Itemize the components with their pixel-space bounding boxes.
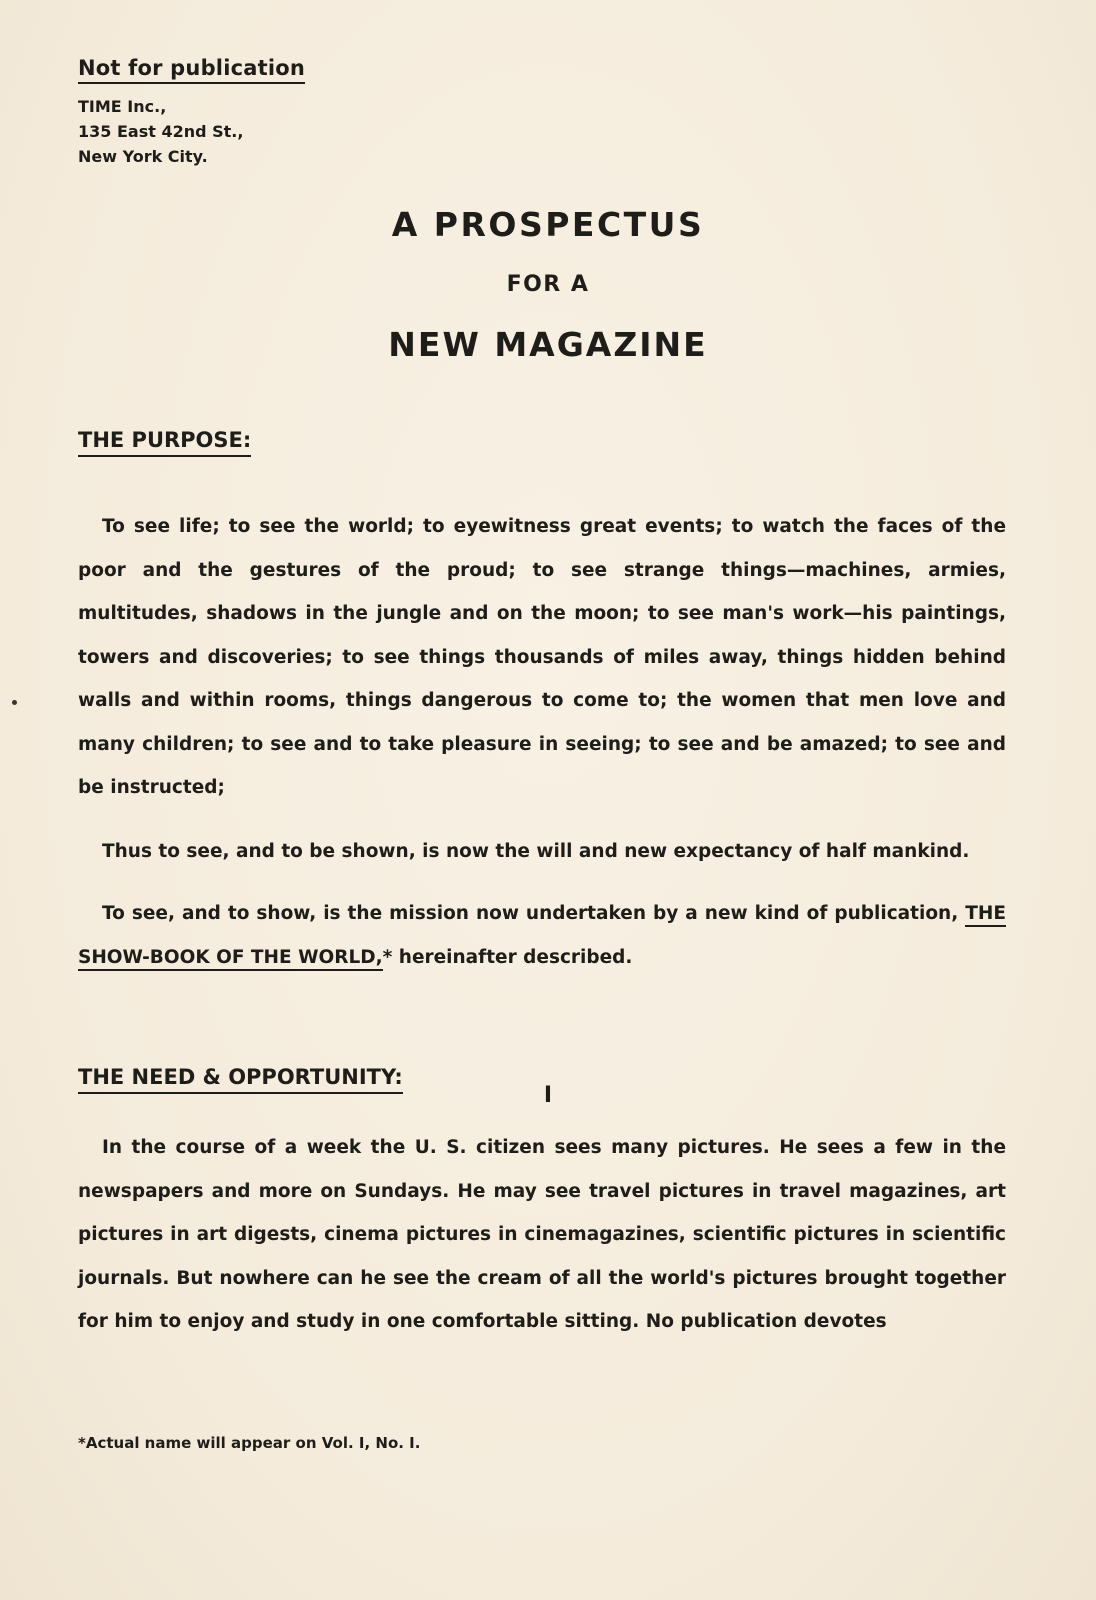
address-line: New York City. <box>78 147 208 166</box>
address-line: TIME Inc., <box>78 97 167 116</box>
header-block <box>78 56 305 169</box>
footnote: *Actual name will appear on Vol. I, No. I. <box>78 1434 421 1452</box>
title-line-3: NEW MAGAZINE <box>388 325 708 364</box>
paragraph-text: To see, and to show, is the mission now undertaken by a new kind of publication, <box>102 903 959 924</box>
need-paragraph: In the course of a week the U. S. citizen sees many pictures. He sees a few in the newspapers and more on Sundays. He may see travel pictures in travel magazines, art pictures in art digests, cinema pictures in cinemagazines, scientific pictures in scientific journals. But nowhere can he see the cream of all the world's pictures brought together for him to enjoy and study in one comfortable sitting. No publication devotes <box>78 1137 1006 1332</box>
purpose-paragraph-2: Thus to see, and to be shown, is now the will and new expectancy of half mankind. <box>102 841 970 862</box>
address-block <box>78 94 305 169</box>
title-line-1: A PROSPECTUS <box>391 205 705 244</box>
purpose-paragraph-1: To see life; to see the world; to eyewitness great events; to watch the faces of the poor and the gestures of the proud; to see strange things—machines, armies, multitudes, shadows in the jungle and on the moon; to see man's work—his paintings, towers and discoveries; to see things thousands of miles away, things hidden behind walls and within rooms, things dangerous to come to; the women that men love and many children; to see and to take pleasure in seeing; to see and be amazed; to see and be instructed; <box>78 516 1006 798</box>
address-line: 135 East 42nd St., <box>78 122 244 141</box>
purpose-heading: THE PURPOSE: <box>78 428 251 457</box>
purpose-paragraph-3 <box>78 892 1006 979</box>
paragraph-text: * hereinafter described. <box>382 946 633 968</box>
magazine-name: THE SHOW-BOOK OF THE WORLD, <box>78 903 1006 971</box>
title-line-2: FOR A <box>506 272 590 297</box>
not-for-publication-label: Not for publication <box>78 56 305 84</box>
section-numeral: I <box>543 1083 553 1108</box>
margin-dot <box>12 700 17 705</box>
need-opportunity-heading: THE NEED & OPPORTUNITY: <box>78 1065 403 1094</box>
